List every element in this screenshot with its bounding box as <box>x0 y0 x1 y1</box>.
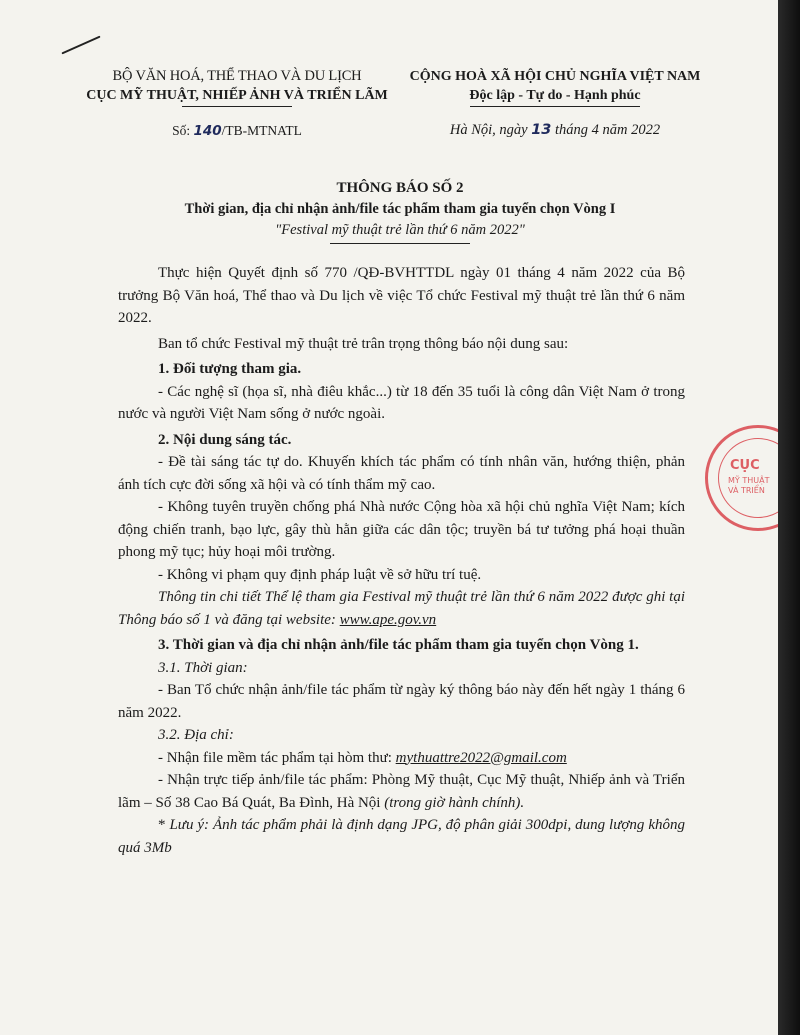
seal-text <box>728 476 769 496</box>
section-3-heading: 3. Thời gian và địa chỉ nhận ảnh/file tác phẩm tham gia tuyển chọn Vòng 1. <box>158 637 639 653</box>
state-header <box>405 67 705 140</box>
intro-paragraph-2: Ban tổ chức Festival mỹ thuật trẻ trân trọng thông báo nội dung sau: <box>158 335 569 352</box>
official-seal <box>705 425 778 531</box>
date-handwritten: 13 <box>531 122 552 138</box>
seal-line-2: VÀ TRIỂN <box>728 486 765 495</box>
office-hours: (trong giờ hành chính). <box>384 794 525 811</box>
section-3-2-email <box>118 747 685 770</box>
notice-number: THÔNG BÁO SỐ 2 <box>336 180 464 196</box>
department-name: CỤC MỸ THUẬT, NHIẾP ẢNH VÀ TRIỂN LÃM <box>86 88 388 103</box>
issue-date <box>405 121 705 140</box>
motto-rule <box>470 106 640 107</box>
date-suffix: tháng 4 năm 2022 <box>551 122 661 138</box>
number-handwritten: 140 <box>193 123 222 139</box>
seal-line-1: MỸ THUẬT <box>728 476 770 485</box>
scan-edge <box>778 0 800 1035</box>
email-prefix: - Nhận file mềm tác phẩm tại hòm thư: <box>158 749 396 766</box>
ministry-name: BỘ VĂN HOÁ, THỂ THAO VÀ DU LỊCH <box>112 68 362 84</box>
section-1-text: - Các nghệ sĩ (họa sĩ, nhà điêu khắc...) từ 18 đến 35 tuổi là công dân Việt Nam ở trong nước và người Việt Nam sống ở nước ngoài. <box>118 383 685 422</box>
section-1-heading: 1. Đối tượng tham gia. <box>158 361 302 377</box>
notice-subject: Thời gian, địa chỉ nhận ảnh/file tác phẩm tham gia tuyển chọn Vòng I <box>184 201 616 217</box>
national-motto: Độc lập - Tự do - Hạnh phúc <box>469 88 641 103</box>
section-2-heading: 2. Nội dung sáng tác. <box>158 431 292 448</box>
date-prefix: Hà Nội, ngày <box>449 122 532 138</box>
section-3-1-label: 3.1. Thời gian: <box>158 659 248 676</box>
note-asterisk: * <box>158 817 170 833</box>
number-suffix: /TB-MTNATL <box>221 123 302 138</box>
intro-paragraph: Thực hiện Quyết định số 770 /QĐ-BVHTTDL ngày 01 tháng 4 năm 2022 của Bộ trưởng Bộ Văn hoá, Thể thao và Du lịch về việc Tổ chức Festival mỹ thuật trẻ lần thứ 6 năm 2022. <box>118 265 685 326</box>
website-link[interactable]: www.ape.gov.vn <box>339 611 437 628</box>
festival-name: "Festival mỹ thuật trẻ lần thứ 6 năm 2022" <box>275 222 525 238</box>
file-note <box>118 814 685 859</box>
section-3-2-direct <box>118 769 685 814</box>
section-2-text-1: - Đề tài sáng tác tự do. Khuyến khích tác phẩm có tính nhân văn, hướng thiện, phản ánh tích cực đời sống xã hội và có tính thẩm mỹ cao. <box>118 454 685 493</box>
section-3-1-text: - Ban Tổ chức nhận ảnh/file tác phẩm từ ngày ký thông báo này đến hết ngày 1 tháng 6 năm 2022. <box>118 682 685 721</box>
file-note-text: Lưu ý: Ảnh tác phẩm phải là định dạng JPG, độ phân giải 300dpi, dung lượng không quá 3Mb <box>118 817 686 856</box>
section-3-2-label: 3.2. Địa chỉ: <box>158 727 234 743</box>
note-text: Thông tin chi tiết Thể lệ tham gia Festival mỹ thuật trẻ lần thứ 6 năm 2022 được ghi tại Thông báo số 1 và đăng tại website: <box>118 589 685 628</box>
section-2-text-3: - Không vi phạm quy định pháp luật về sở hữu trí tuệ. <box>158 566 482 583</box>
notice-title <box>120 178 680 244</box>
section-2-text-2: - Không tuyên truyền chống phá Nhà nước Cộng hòa xã hội chủ nghĩa Việt Nam; kích động chiến tranh, bạo lực, gây thù hằn giữa các dân tộc; truyền bá tư tưởng phá hoại thuần phong mỹ tục; hủy hoại môi trường. <box>118 499 685 560</box>
notice-body <box>118 262 685 859</box>
title-rule <box>330 243 470 244</box>
email-link[interactable]: mythuattre2022@gmail.com <box>395 749 567 766</box>
section-2-note <box>118 586 685 631</box>
seal-abbr: CỤC <box>730 458 760 473</box>
document-number <box>82 121 392 141</box>
republic-name: CỘNG HOÀ XÃ HỘI CHỦ NGHĨA VIỆT NAM <box>409 69 701 84</box>
direct-text: - Nhận trực tiếp ảnh/file tác phẩm: Phòng Mỹ thuật, Cục Mỹ thuật, Nhiếp ảnh và Triển lãm – Số 38 Cao Bá Quát, Ba Đình, Hà Nội <box>118 772 685 811</box>
number-prefix: Số: <box>172 123 194 138</box>
header-rule <box>182 106 292 107</box>
pen-mark <box>61 36 100 55</box>
issuer-header <box>82 67 392 141</box>
